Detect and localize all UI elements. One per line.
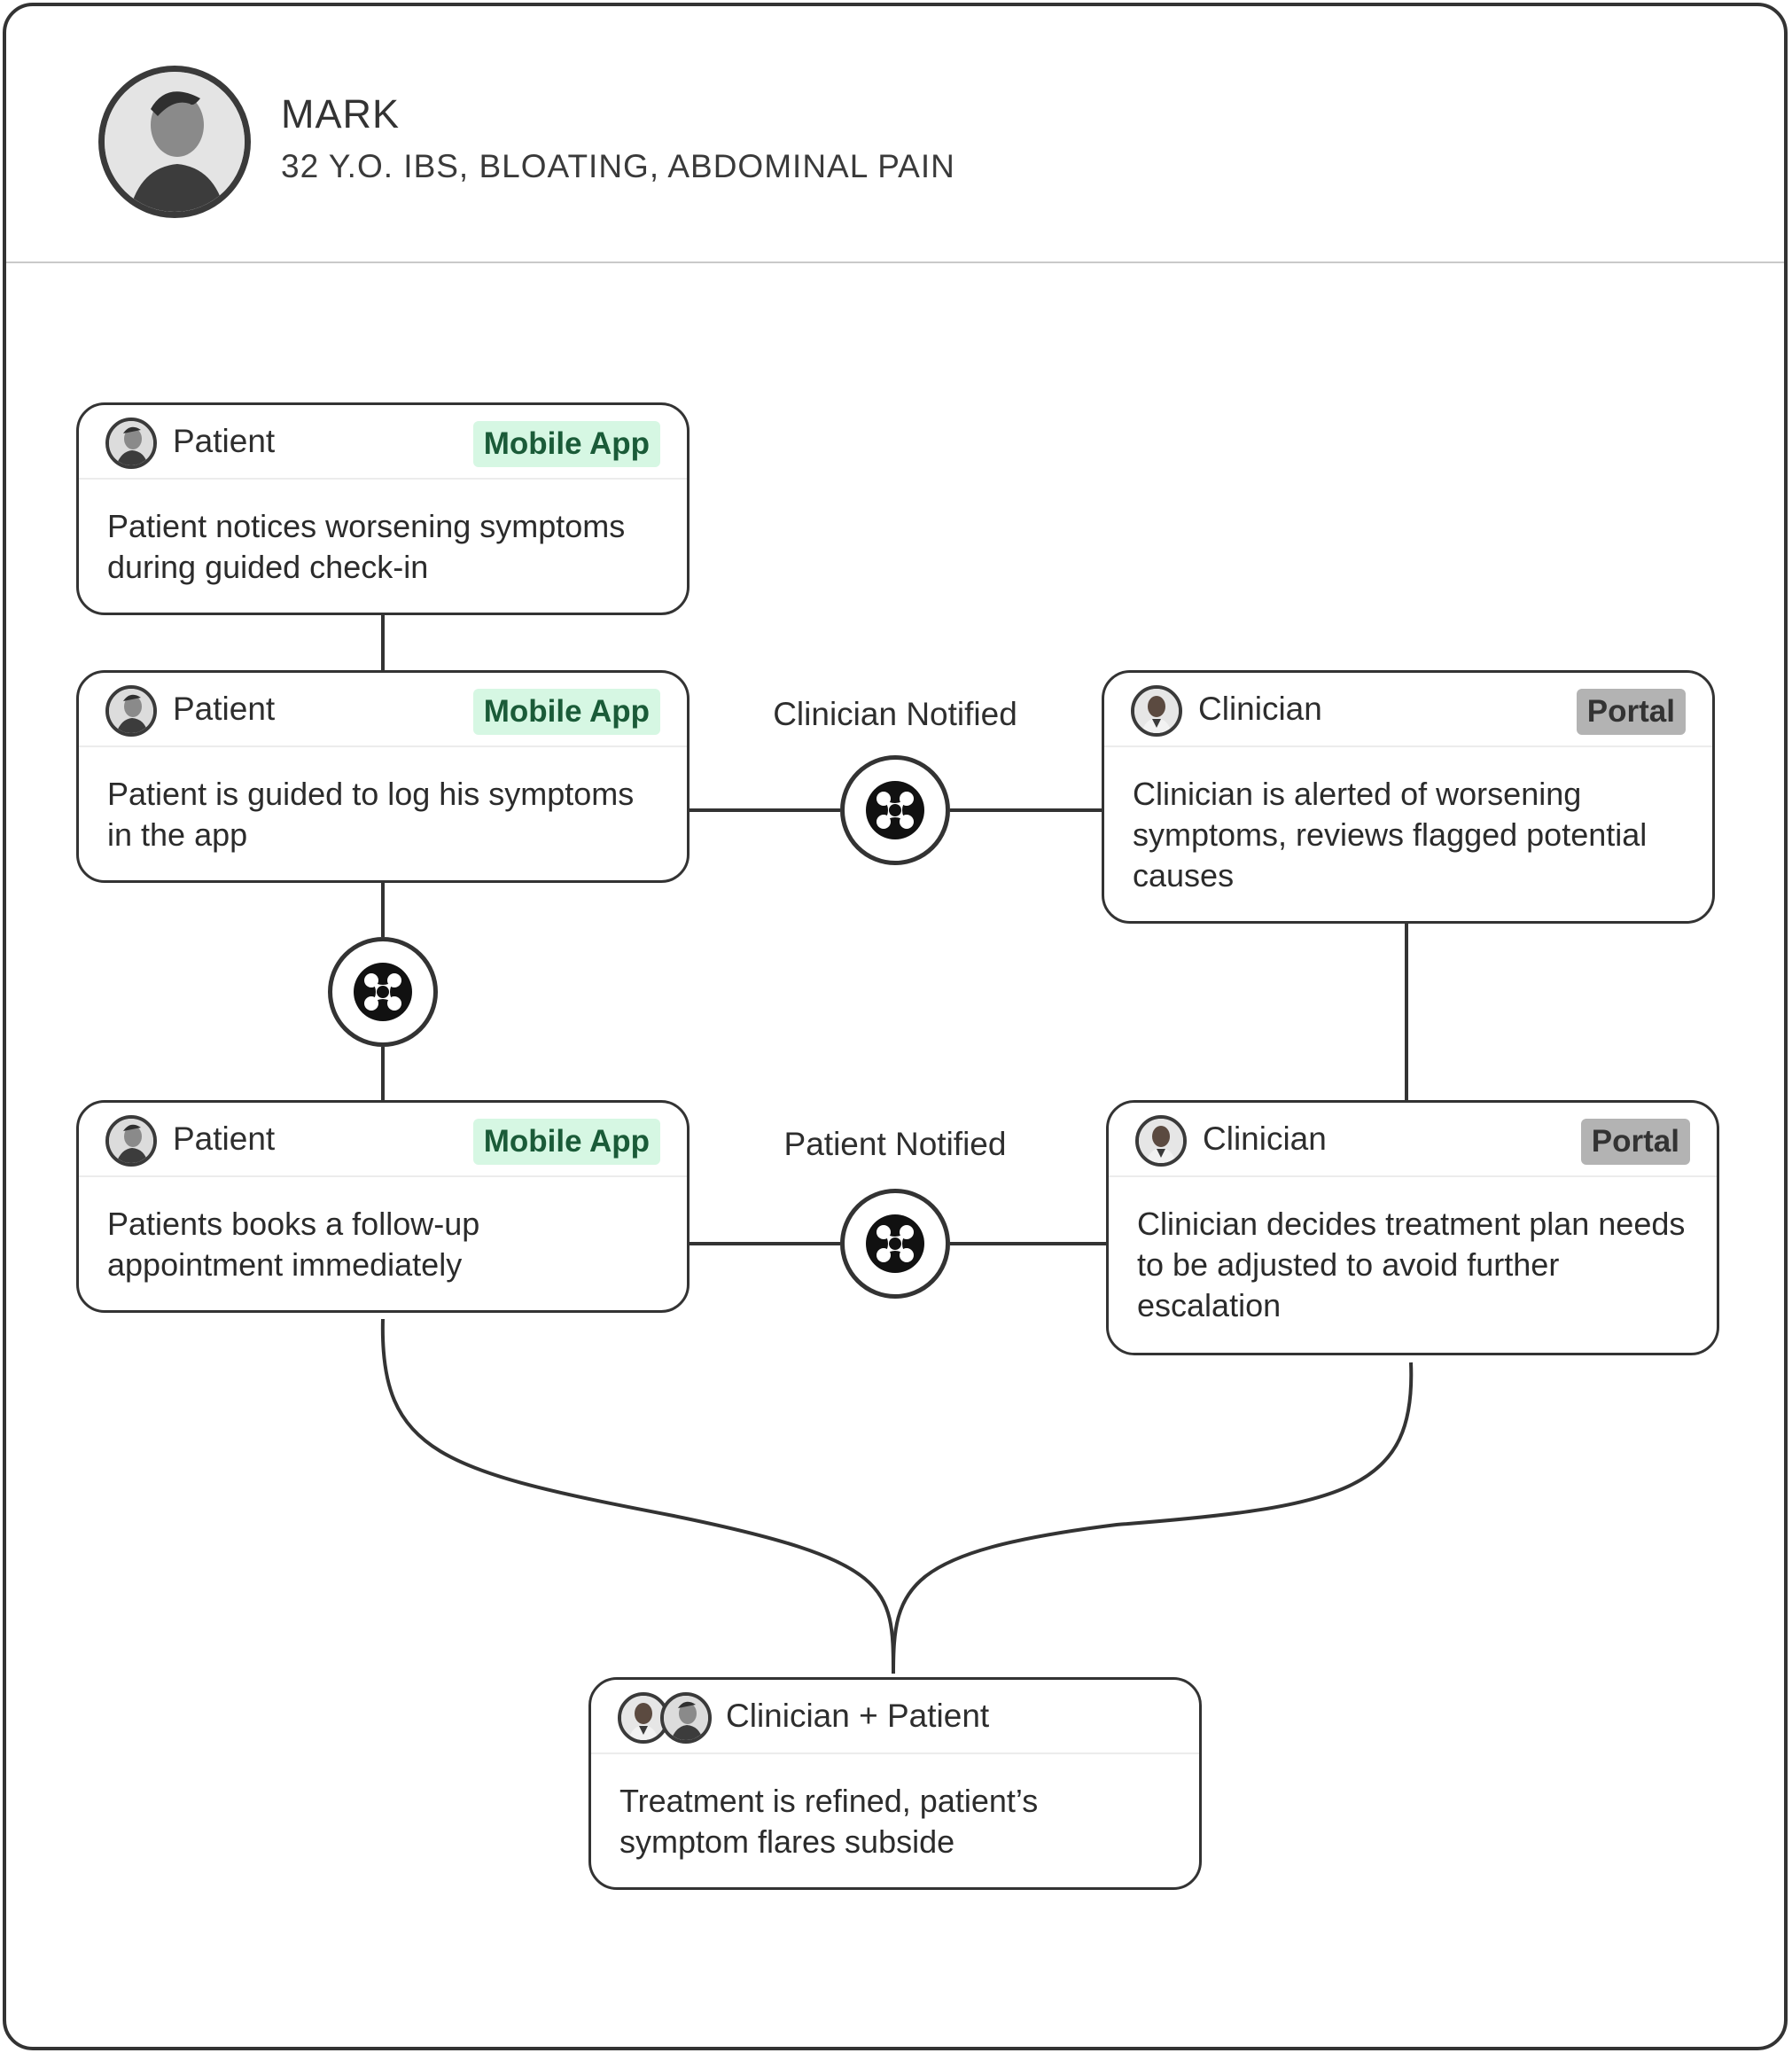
- card-header: [79, 1103, 687, 1177]
- notification-node[interactable]: [840, 755, 950, 865]
- card-header: [591, 1680, 1199, 1754]
- card-text: Clinician is alerted of worsening symptoms, reviews flagged potential causes: [1133, 776, 1648, 894]
- sync-icon: [352, 961, 414, 1023]
- step-card[interactable]: [1102, 670, 1715, 924]
- card-header: [1109, 1103, 1717, 1177]
- card-role: Clinician + Patient: [726, 1698, 990, 1734]
- clinician-avatar-small: [1131, 685, 1182, 737]
- step-card[interactable]: [76, 1100, 690, 1313]
- card-header: [1104, 673, 1712, 747]
- notification-node[interactable]: [328, 937, 438, 1047]
- card-role: Clinician: [1198, 691, 1322, 727]
- step-card[interactable]: [76, 402, 690, 615]
- patient-avatar-small: [660, 1692, 712, 1744]
- patient-description: 32 Y.O. IBS, BLOATING, ABDOMINAL PAIN: [281, 148, 955, 184]
- channel-badge: Portal: [1577, 689, 1686, 735]
- edge-label-patient-notified: Patient Notified: [783, 1126, 1007, 1162]
- merge-curve-right: [893, 1362, 1411, 1674]
- card-role: Patient: [173, 423, 276, 459]
- merge-curve-left: [383, 1319, 893, 1674]
- step-card[interactable]: [588, 1677, 1202, 1890]
- patient-avatar-small: [105, 418, 157, 469]
- card-role: Patient: [173, 691, 276, 727]
- card-text: Patient is guided to log his symptoms in the app: [107, 776, 635, 853]
- card-text: Clinician decides treatment plan needs to be adjusted to avoid further escalation: [1137, 1206, 1686, 1323]
- patient-avatar-small: [105, 685, 157, 737]
- card-header: [79, 405, 687, 480]
- card-text: Patients books a follow-up appointment immediately: [107, 1206, 480, 1283]
- edge-label-clinician-notified: Clinician Notified: [773, 696, 1017, 732]
- channel-badge: Mobile App: [473, 421, 660, 467]
- channel-badge: Mobile App: [473, 1119, 660, 1165]
- step-card[interactable]: [1106, 1100, 1719, 1355]
- patient-avatar-small: [105, 1115, 157, 1167]
- card-text: Treatment is refined, patient’s symptom flares subside: [619, 1783, 1039, 1860]
- sync-icon: [864, 1213, 926, 1275]
- sync-icon: [864, 779, 926, 841]
- card-header: [79, 673, 687, 747]
- patient-name: MARK: [281, 91, 401, 137]
- card-role: Clinician: [1203, 1120, 1327, 1157]
- channel-badge: Portal: [1581, 1119, 1690, 1165]
- card-role: Patient: [173, 1120, 276, 1157]
- clinician-avatar-small: [1135, 1115, 1187, 1167]
- channel-badge: Mobile App: [473, 689, 660, 735]
- card-text: Patient notices worsening symptoms during guided check-in: [107, 508, 626, 585]
- notification-node[interactable]: [840, 1189, 950, 1299]
- step-card[interactable]: [76, 670, 690, 883]
